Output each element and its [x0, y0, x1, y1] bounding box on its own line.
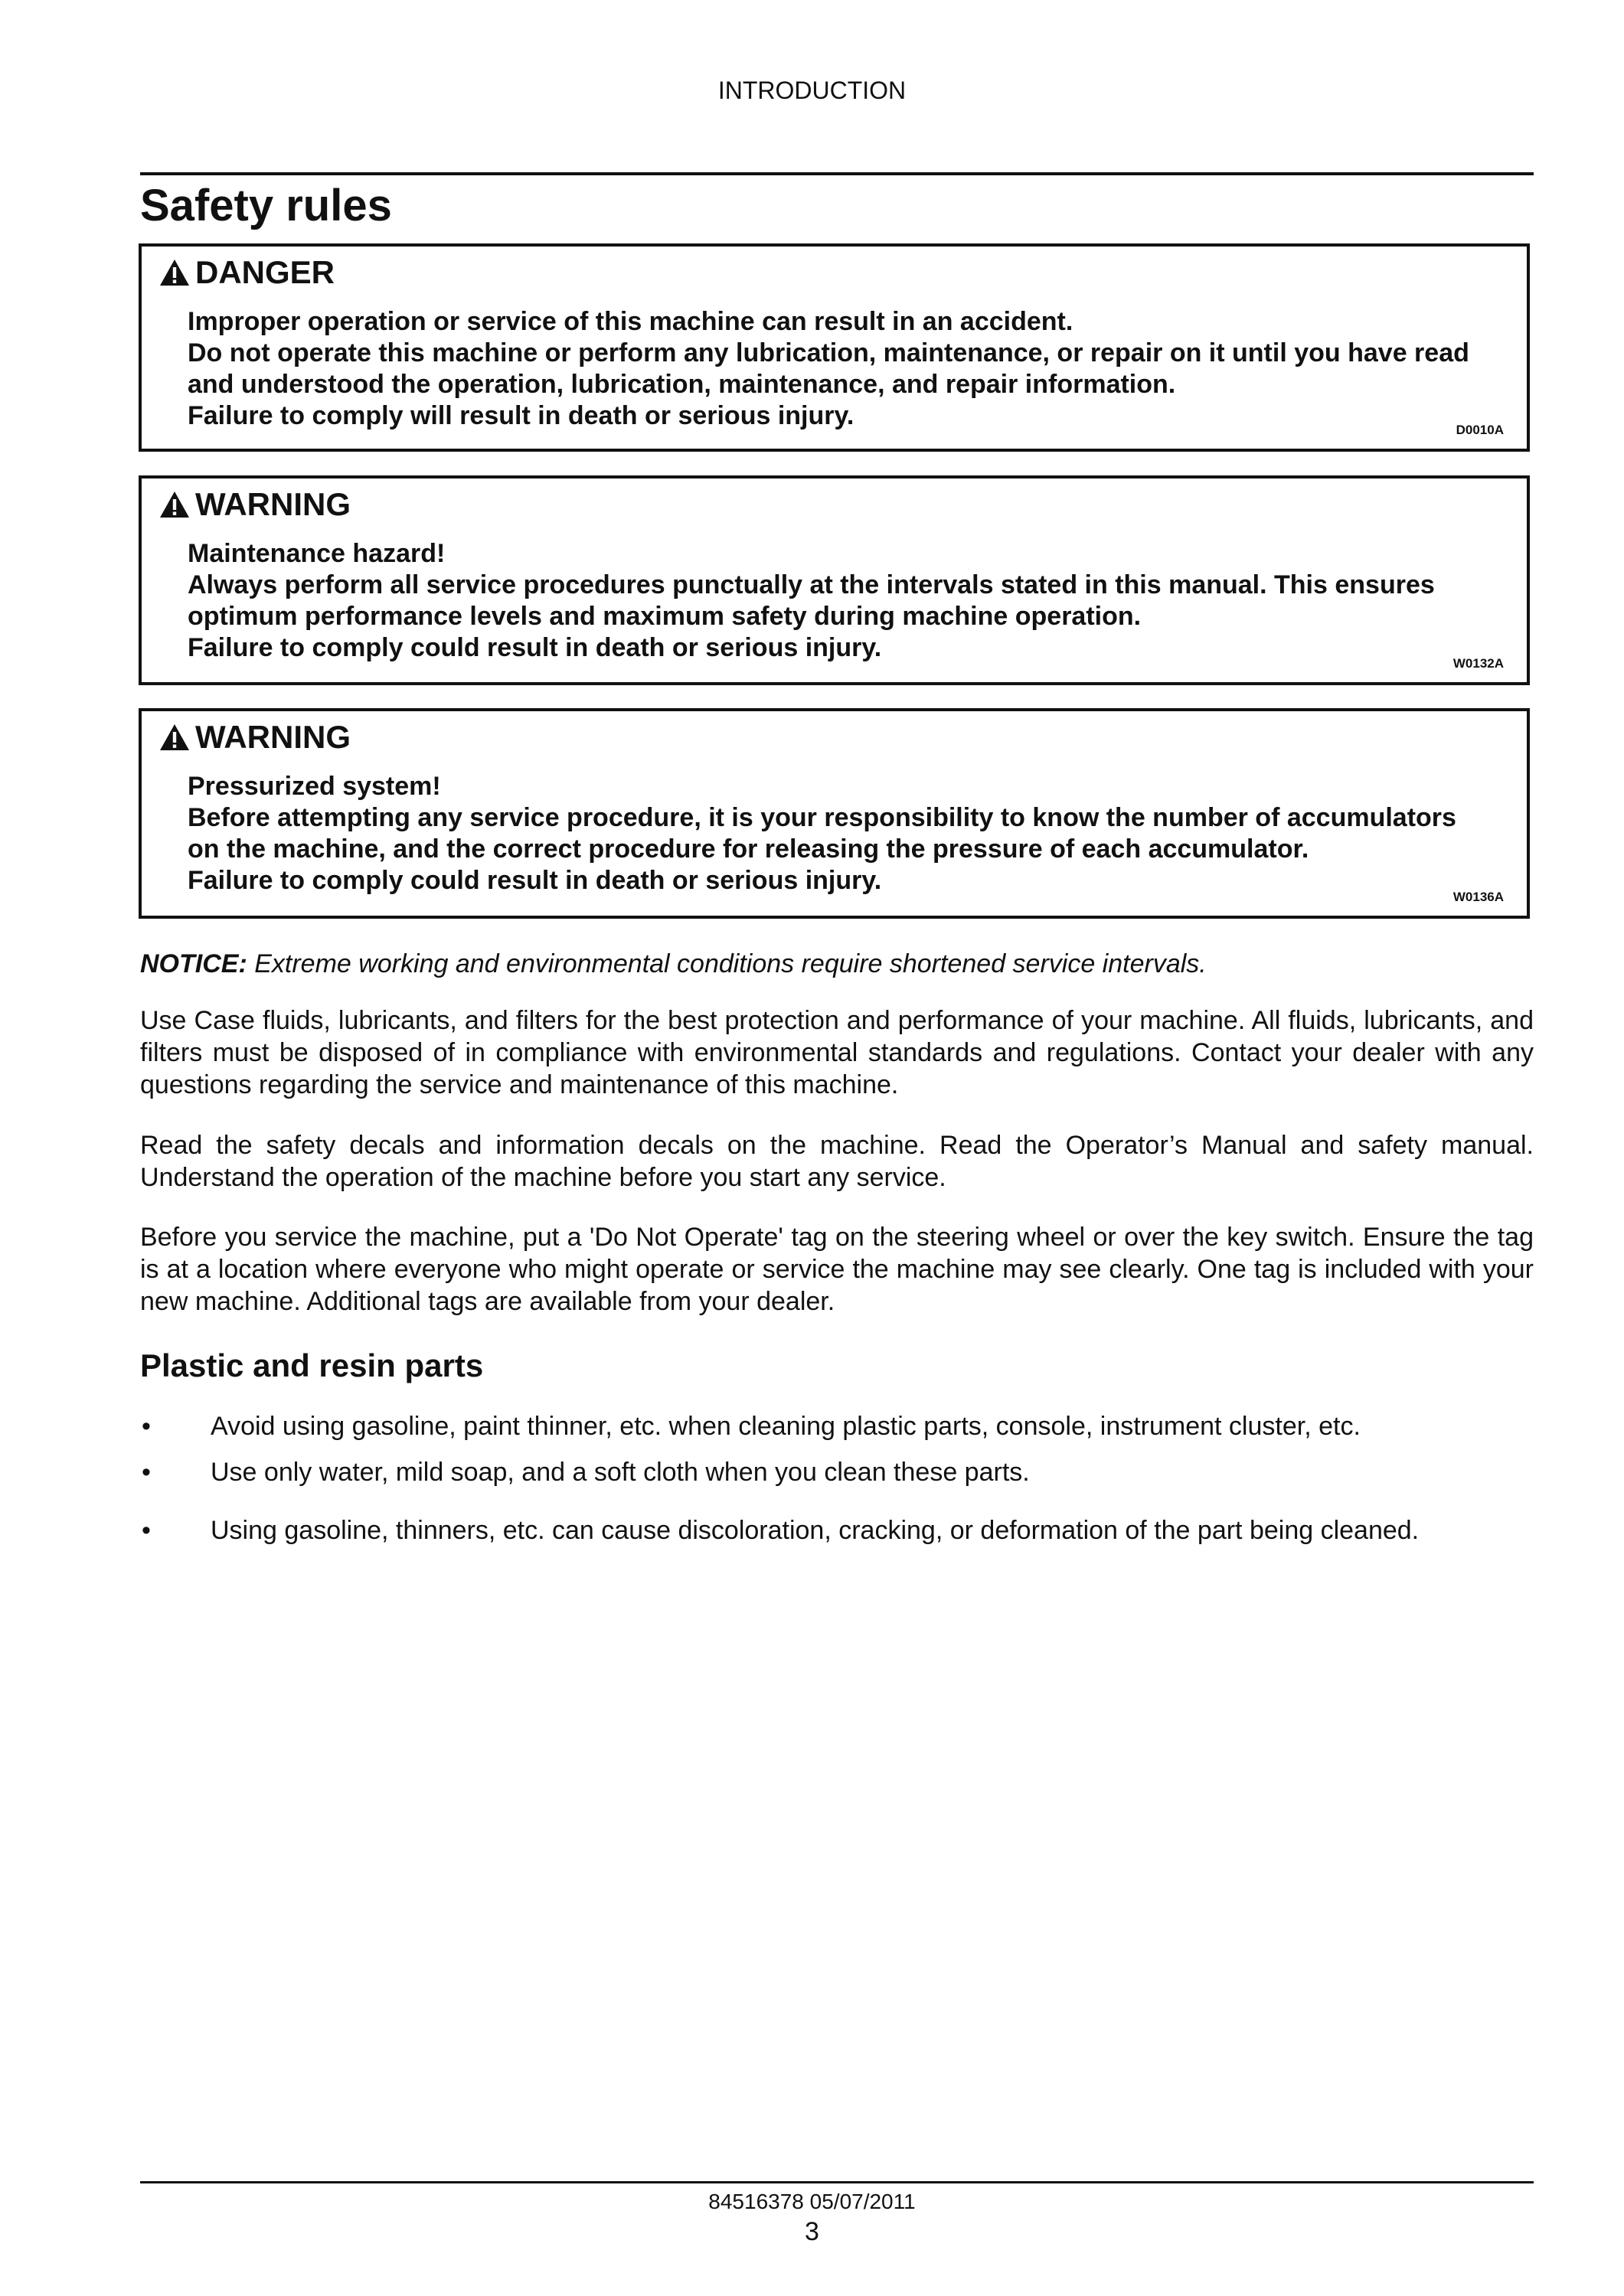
paragraph-tag: Before you service the machine, put a 'Do Not Operate' tag on the steering wheel or over the key switch. Ensure the tag is at a location where everyone who might operate or service the machine may see clearly. One tag is included with your new machine. Additional tags are available from your dealer.	[140, 1223, 1534, 1316]
list-item-text: Avoid using gasoline, paint thinner, etc. when cleaning plastic parts, console, instrument cluster, etc.	[211, 1412, 1361, 1441]
list-item-text: Using gasoline, thinners, etc. can cause discoloration, cracking, or deformation of the part being cleaned.	[211, 1516, 1420, 1545]
signal-word: WARNING	[195, 486, 351, 522]
signal-word: DANGER	[195, 254, 335, 290]
notice-label: NOTICE:	[140, 949, 247, 978]
warning-message	[188, 538, 1489, 664]
bullet-icon: •	[142, 1458, 151, 1487]
danger-header	[158, 254, 335, 291]
warning-box-pressurized	[139, 708, 1530, 919]
message-line: Maintenance hazard!	[188, 539, 446, 568]
list-item	[140, 1514, 1534, 1546]
running-header: INTRODUCTION	[717, 77, 907, 104]
signal-word: WARNING	[195, 719, 351, 755]
warning-header	[158, 719, 351, 756]
bullet-icon: •	[142, 1516, 151, 1545]
paragraph-fluids: Use Case fluids, lubricants, and filters for the best protection and performance of your machine. All fluids, lubricants, and filters must be disposed of in compliance with environmental standards and regulations. Contact your dealer with any questions regarding the service and maintenance of this machine.	[140, 1006, 1534, 1099]
warning-message	[188, 771, 1489, 897]
subsection-title: Plastic and resin parts	[140, 1347, 484, 1383]
bottom-rule	[140, 2181, 1534, 2183]
message-line: Failure to comply will result in death or serious injury.	[188, 401, 854, 430]
danger-message	[188, 306, 1489, 432]
message-code: W0136A	[1452, 890, 1504, 904]
message-line: Pressurized system!	[188, 772, 441, 801]
warning-triangle-icon	[158, 723, 191, 752]
list-item-text: Use only water, mild soap, and a soft cloth when you clean these parts.	[211, 1458, 1030, 1487]
warning-header	[158, 486, 351, 523]
message-line: Before attempting any service procedure, it is your responsibility to know the number of accumulators on the machine, and the correct procedure for releasing the pressure of each accumulator.	[188, 803, 1456, 864]
notice	[140, 949, 1534, 979]
list-item	[140, 1410, 1534, 1442]
top-rule	[140, 172, 1534, 175]
message-line: Always perform all service procedures punctually at the intervals stated in this manual. This ensures optimum performance levels and maximum safety during machine operation.	[188, 570, 1435, 631]
message-code: D0010A	[1456, 423, 1504, 437]
danger-box	[139, 243, 1530, 452]
footer-document-id: 84516378 05/07/2011	[708, 2190, 916, 2213]
message-line: Do not operate this machine or perform any lubrication, maintenance, or repair on it until you have read and understood the operation, lubrication, maintenance, and repair information.	[188, 338, 1469, 399]
list-item	[140, 1456, 1534, 1488]
message-line: Failure to comply could result in death or serious injury.	[188, 866, 882, 895]
bullet-icon: •	[142, 1412, 151, 1441]
warning-box-maintenance	[139, 475, 1530, 685]
paragraph-decals: Read the safety decals and information decals on the machine. Read the Operator’s Manual and safety manual. Understand the operation of the machine before you start any service.	[140, 1131, 1534, 1192]
message-code: W0132A	[1452, 656, 1504, 671]
message-line: Improper operation or service of this machine can result in an accident.	[188, 307, 1073, 336]
notice-text: Extreme working and environmental conditions require shortened service intervals.	[247, 949, 1207, 978]
warning-triangle-icon	[158, 258, 191, 287]
message-line: Failure to comply could result in death or serious injury.	[188, 633, 882, 662]
page-number: 3	[805, 2217, 819, 2246]
page-title: Safety rules	[140, 181, 392, 230]
warning-triangle-icon	[158, 490, 191, 519]
